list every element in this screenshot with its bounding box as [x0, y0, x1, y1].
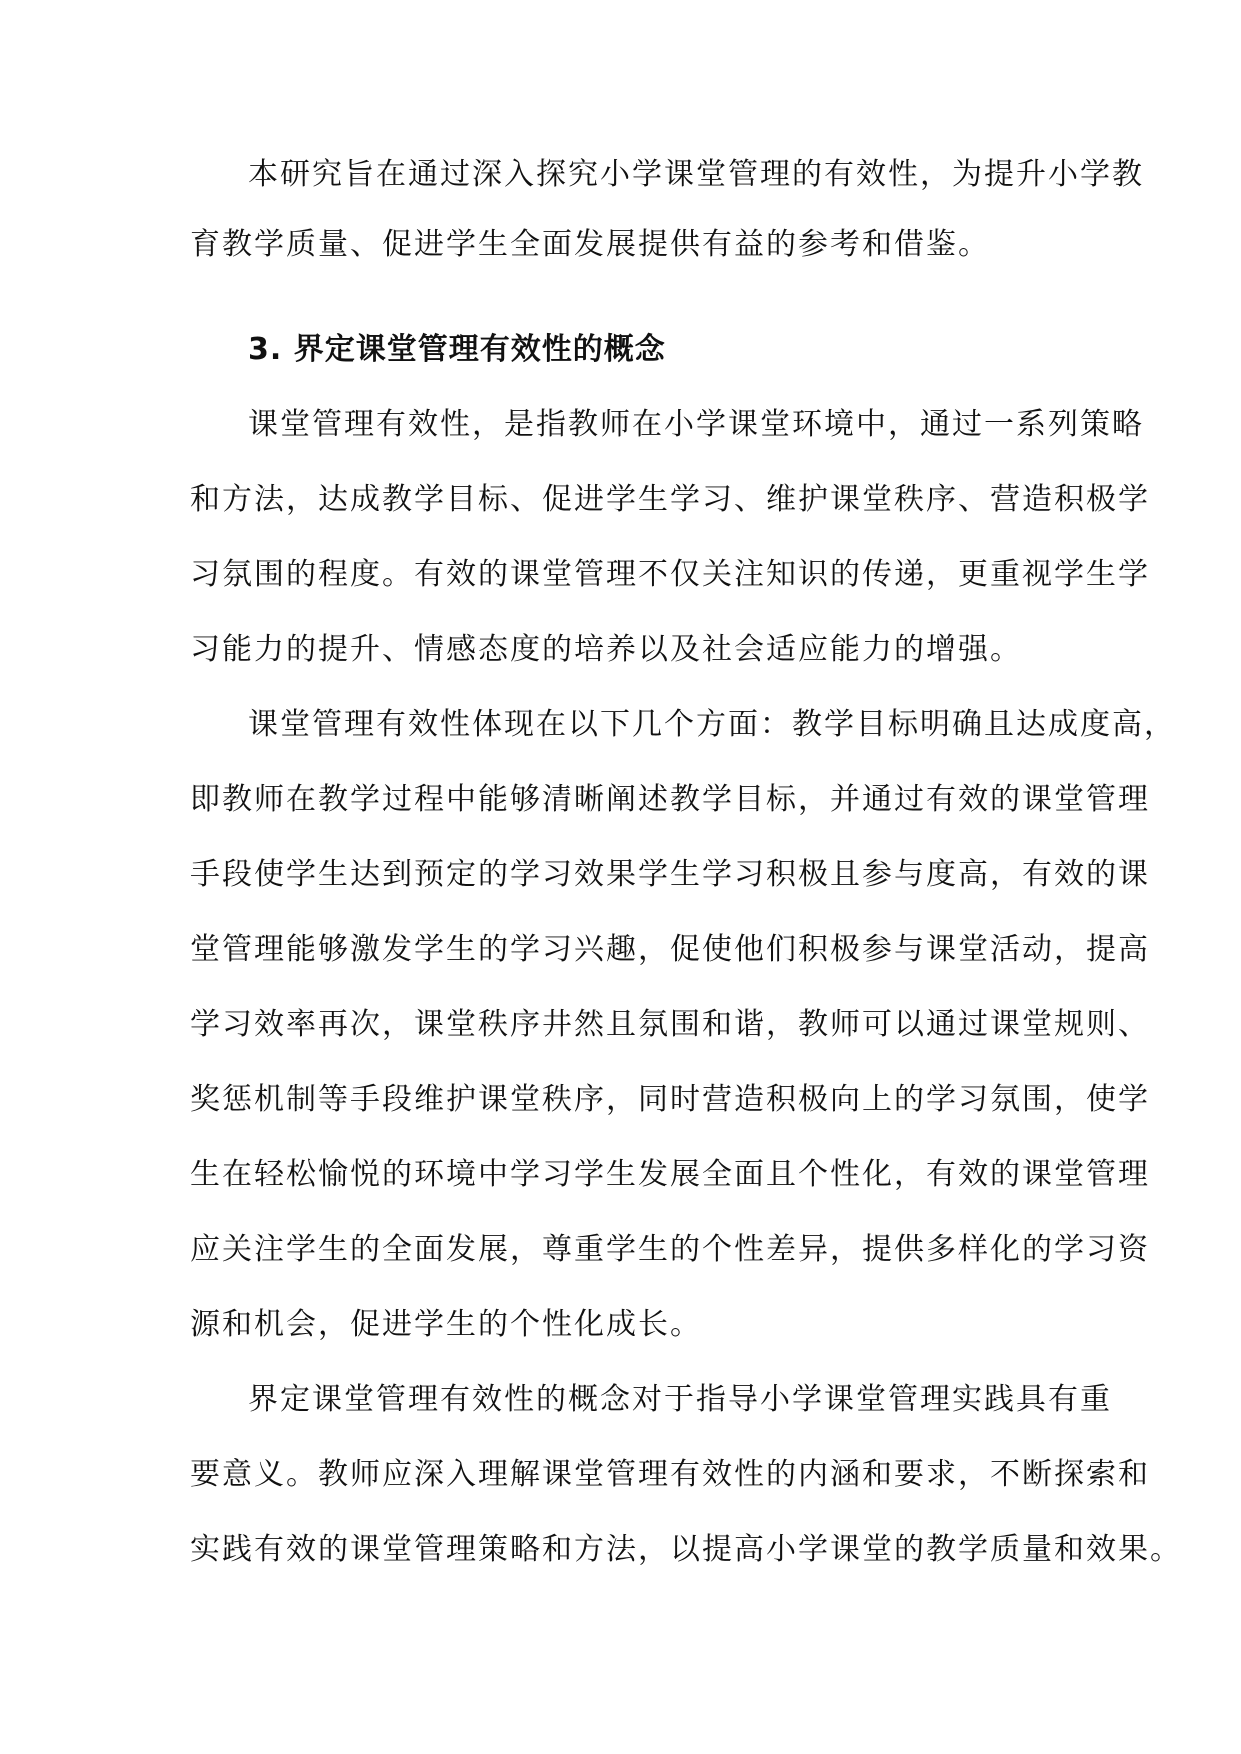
paragraph-2-line-2: 即教师在教学过程中能够清晰阐述教学目标，并通过有效的课堂管理 — [190, 782, 1150, 817]
paragraph-1-line-2: 和方法，达成教学目标、促进学生学习、维护课堂秩序、营造积极学 — [190, 482, 1150, 517]
intro-paragraph-line-1: 本研究旨在通过深入探究小学课堂管理的有效性，为提升小学教 — [248, 157, 1144, 192]
paragraph-2-line-8: 应关注学生的全面发展，尊重学生的个性差异，提供多样化的学习资 — [190, 1232, 1150, 1267]
paragraph-3-line-1: 界定课堂管理有效性的概念对于指导小学课堂管理实践具有重 — [248, 1382, 1112, 1417]
section-heading: 3. 界定课堂管理有效性的概念 — [248, 332, 666, 367]
paragraph-2-line-1: 课堂管理有效性体现在以下几个方面：教学目标明确且达成度高， — [248, 707, 1176, 742]
paragraph-3-line-3: 实践有效的课堂管理策略和方法，以提高小学课堂的教学质量和效果。 — [190, 1532, 1182, 1567]
paragraph-2-line-7: 生在轻松愉悦的环境中学习学生发展全面且个性化，有效的课堂管理 — [190, 1157, 1150, 1192]
paragraph-1-line-4: 习能力的提升、情感态度的培养以及社会适应能力的增强。 — [190, 632, 1022, 667]
paragraph-2-line-3: 手段使学生达到预定的学习效果学生学习积极且参与度高，有效的课 — [190, 857, 1150, 892]
intro-paragraph-line-2: 育教学质量、促进学生全面发展提供有益的参考和借鉴。 — [190, 227, 990, 262]
paragraph-3-line-2: 要意义。教师应深入理解课堂管理有效性的内涵和要求，不断探索和 — [190, 1457, 1150, 1492]
paragraph-1-line-3: 习氛围的程度。有效的课堂管理不仅关注知识的传递，更重视学生学 — [190, 557, 1150, 592]
paragraph-2-line-6: 奖惩机制等手段维护课堂秩序，同时营造积极向上的学习氛围，使学 — [190, 1082, 1150, 1117]
paragraph-2-line-4: 堂管理能够激发学生的学习兴趣，促使他们积极参与课堂活动，提高 — [190, 932, 1150, 967]
paragraph-2-line-9: 源和机会，促进学生的个性化成长。 — [190, 1307, 702, 1342]
paragraph-2-line-5: 学习效率再次，课堂秩序井然且氛围和谐，教师可以通过课堂规则、 — [190, 1007, 1150, 1042]
paragraph-1-line-1: 课堂管理有效性，是指教师在小学课堂环境中，通过一系列策略 — [248, 407, 1144, 442]
